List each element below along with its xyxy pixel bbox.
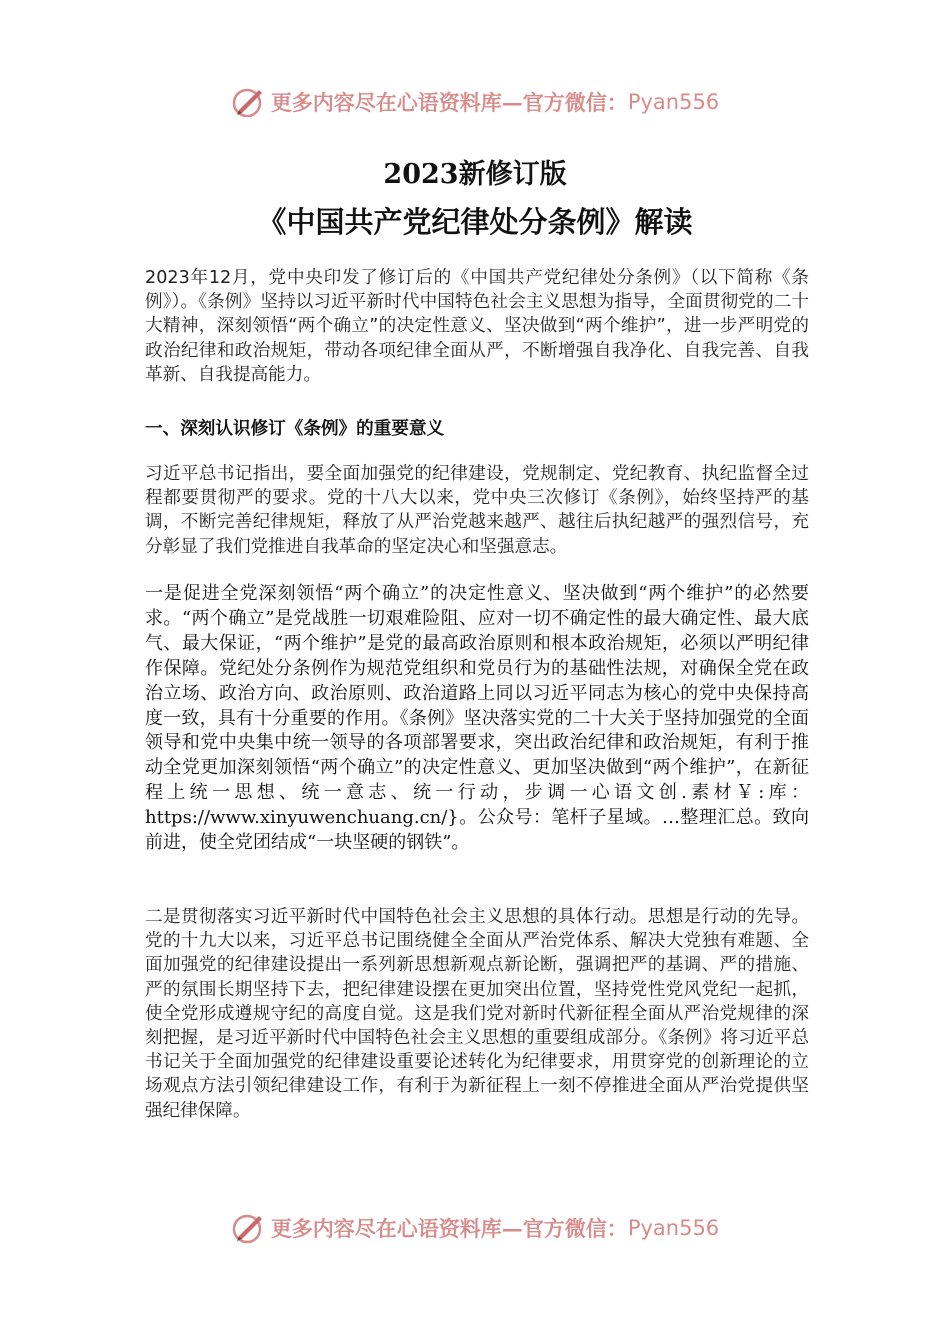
document-title-line2: 《中国共产党纪律处分条例》解读 (257, 205, 693, 239)
document-title-line1: 2023新修订版 (383, 159, 567, 190)
footer-banner (0, 1208, 950, 1248)
header-banner (0, 82, 950, 122)
pen-logo-icon (231, 84, 267, 120)
section1-paragraph-1: 习近平总书记指出，要全面加强党的纪律建设，党规制定、党纪教育、执纪监督全过程都要贯彻严的要求。党的十八大以来，党中央三次修订《条例》，始终坚持严的基调，不断完善纪律规矩，释放了从严治党越来越严、越往后执纪越严的强烈信号，充分彰显了我们党推进自我革命的坚定决心和坚强意志。 (145, 464, 809, 557)
banner-wechat-id: Pyan556 (627, 90, 720, 114)
section1-paragraph-2: 一是促进全党深刻领悟“两个确立”的决定性意义、坚决做到“两个维护”的必然要求。“两个确立”是党战胜一切艰难险阻、应对一切不确定性的最大确定性、最大底气、最大保证，“两个维护”是党的最高政治原则和根本政治规矩，必须以严明纪律作保障。党纪处分条例作为规范党组织和党员行为的基础性法规，对确保全党在政治立场、政治方向、政治原则、政治道路上同以习近平同志为核心的党中央保持高度一致，具有十分重要的作用。《条例》坚决落实党的二十大关于坚持加强党的全面领导和党中央集中统一领导的各项部署要求，突出政治纪律和政治规矩，有利于推动全党更加深刻领悟“两个确立”的决定性意义、更加坚决做到“两个维护”，在新征程上统一思想、统一意志、统一行动，步调一心语文创.素材￥:库：https://www.xinyuwenchuang.cn/}。公众号：笔杆子星域。…整理汇总。致向前进，使全党团结成“一块坚硬的钢铁”。 (145, 583, 809, 854)
banner-text: 更多内容尽在心语资料库—官方微信： (270, 1216, 628, 1241)
pen-logo-icon (231, 1210, 267, 1246)
section-heading: 一、深刻认识修订《条例》的重要意义 (145, 418, 445, 439)
intro-paragraph: 2023年12月，党中央印发了修订后的《中国共产党纪律处分条例》（以下简称《条例》）。《条例》坚持以习近平新时代中国特色社会主义思想为指导，全面贯彻党的二十大精神，深刻领悟“两个确立”的决定性意义、坚决做到“两个维护”，进一步严明党的政治纪律和政治规矩，带动各项纪律全面从严，不断增强自我净化、自我完善、自我革新、自我提高能力。 (145, 268, 809, 385)
banner-text: 更多内容尽在心语资料库—官方微信： (270, 90, 628, 115)
banner-wechat-id: Pyan556 (627, 1216, 720, 1240)
section1-paragraph-3: 二是贯彻落实习近平新时代中国特色社会主义思想的具体行动。思想是行动的先导。党的十九大以来，习近平总书记围绕健全全面从严治党体系、解决大党独有难题、全面加强党的纪律建设提出一系列新思想新观点新论断，强调把严的基调、严的措施、严的氛围长期坚持下去，把纪律建设摆在更加突出位置，坚持党性党风党纪一起抓，使全党形成遵规守纪的高度自觉。这是我们党对新时代新征程全面从严治党规律的深刻把握，是习近平新时代中国特色社会主义思想的重要组成部分。《条例》将习近平总书记关于全面加强党的纪律建设重要论述转化为纪律要求，用贯穿党的创新理论的立场观点方法引领纪律建设工作，有利于为新征程上一刻不停推进全面从严治党提供坚强纪律保障。 (145, 907, 809, 1121)
